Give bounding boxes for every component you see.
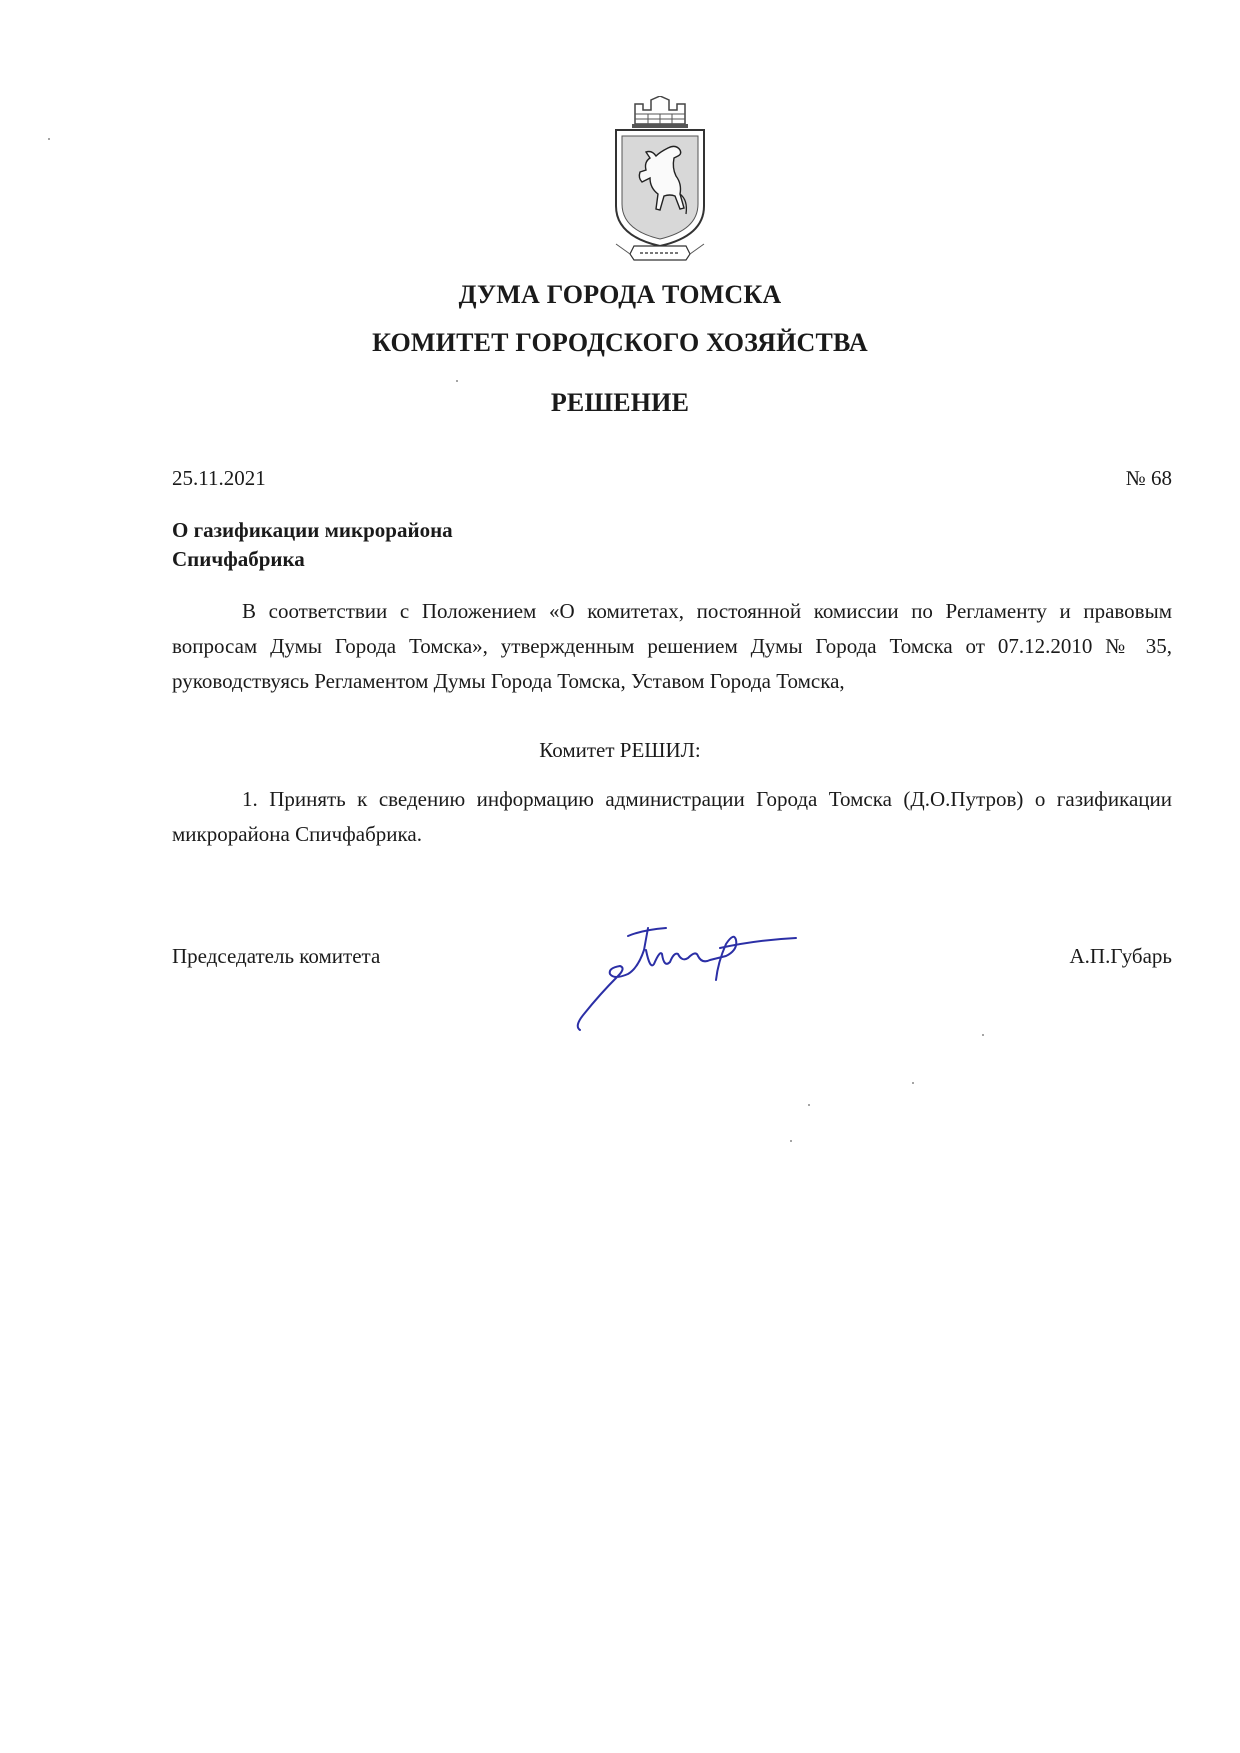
document-subject [172,516,453,574]
signatory-title: Председатель комитета [172,944,381,968]
document-type: РЕШЕНИЕ [550,388,690,417]
scan-speck [48,138,50,140]
document-number: № 68 [1125,466,1172,490]
committee-title: КОМИТЕТ ГОРОДСКОГО ХОЗЯЙСТВА [372,328,868,357]
document-date: 25.11.2021 [172,466,266,490]
decision-item-1: 1. Принять к сведению информацию администрации Города Томска (Д.О.Путров) о газификации микрорайона Спичфабрика. [172,787,1172,846]
scan-speck [790,1140,792,1142]
handwritten-signature [570,910,860,1040]
scan-speck [982,1034,984,1036]
subject-line-1: О газификации микрорайона [172,518,453,542]
scan-speck [456,380,458,382]
resolved-heading: Комитет РЕШИЛ: [539,738,701,762]
scan-speck [808,1104,810,1106]
subject-line-2: Спичфабрика [172,547,305,571]
organization-title: ДУМА ГОРОДА ТОМСКА [458,280,782,309]
preamble-paragraph: В соответствии с Положением «О комитетах, постоянной комиссии по Регламенту и правовым вопросам Думы Города Томска», утвержденным решением Думы Города Томска от 07.12.2010 № 35, руководствуясь Регламентом Думы Города Томска, Уставом Города Томска, [172,599,1172,693]
signatory-name: А.П.Губарь [1069,944,1172,968]
tomsk-coat-of-arms-icon [610,96,710,266]
scan-speck [912,1082,914,1084]
